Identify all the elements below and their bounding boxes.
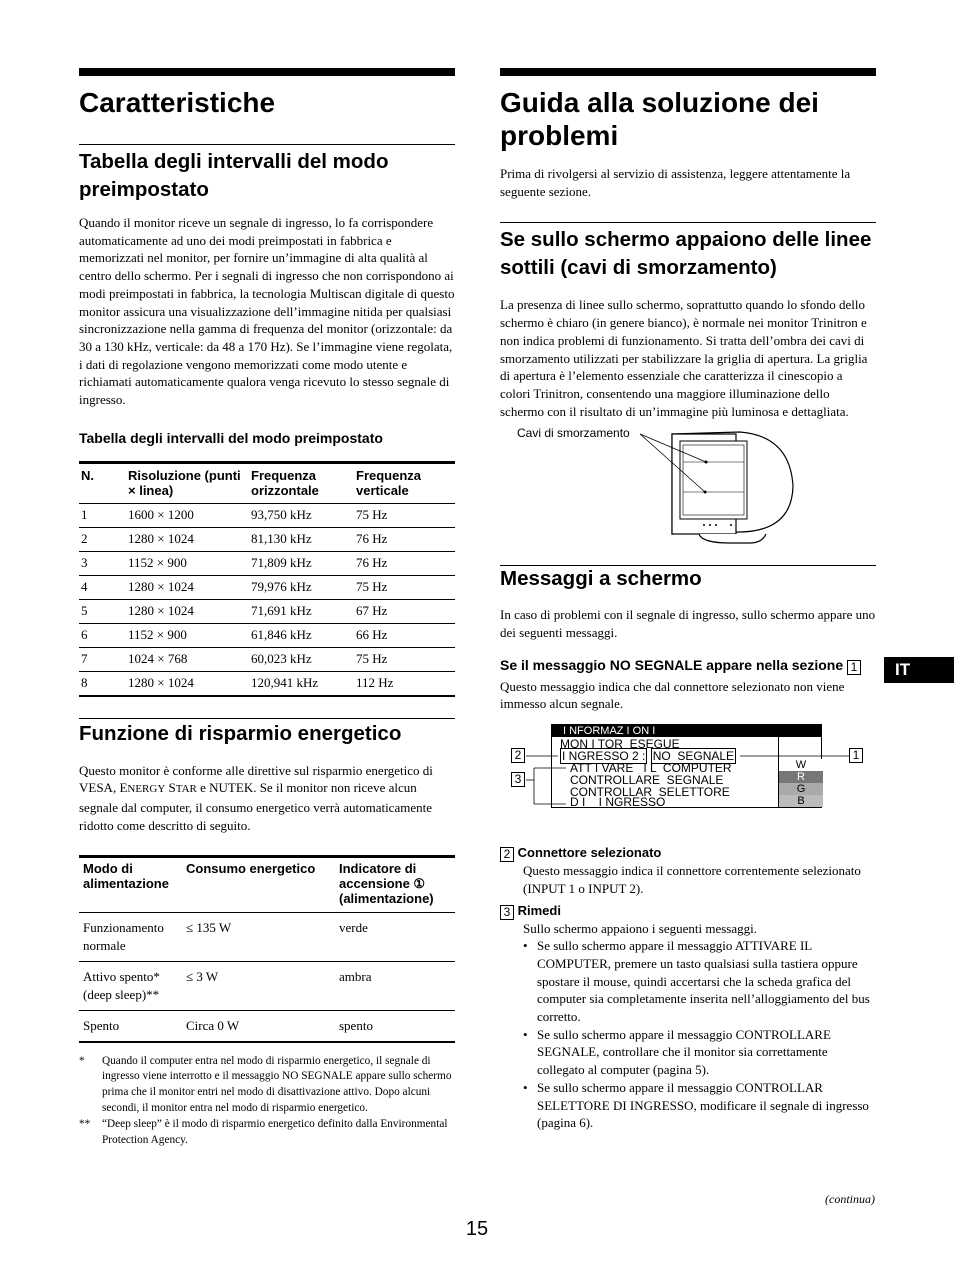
table-cell: 5 bbox=[79, 599, 126, 623]
page-title-caratteristiche: Caratteristiche bbox=[79, 87, 276, 118]
power-modes-table bbox=[79, 855, 455, 1043]
table-cell: 61,846 kHz bbox=[249, 623, 354, 647]
title-bar-rule bbox=[79, 68, 455, 76]
item-number: 3 bbox=[500, 905, 514, 920]
table-cell: verde bbox=[335, 912, 455, 961]
table-cell: 66 Hz bbox=[354, 623, 455, 647]
table-cell: 112 Hz bbox=[354, 671, 455, 696]
table-cell: 2 bbox=[79, 527, 126, 551]
column-header: Indicatore di accensione ① (alimentazione) bbox=[335, 856, 455, 912]
table-cell: 76 Hz bbox=[354, 527, 455, 551]
osd-title-bar: I NFORMAZ I ON I bbox=[552, 725, 821, 737]
heading-damper-wires: Se sullo schermo appaiono delle linee sottili (cavi di smorzamento) bbox=[500, 228, 872, 280]
table-cell: 1152 × 900 bbox=[126, 551, 249, 575]
table-row bbox=[79, 575, 455, 599]
crt-monitor-illustration bbox=[500, 426, 876, 544]
table-cell: 1600 × 1200 bbox=[126, 503, 249, 527]
table-cell: 1280 × 1024 bbox=[126, 575, 249, 599]
heading-energy-saving: Funzione di risparmio energetico bbox=[79, 721, 402, 745]
heading-on-screen-messages: Messaggi a schermo bbox=[500, 567, 702, 591]
item-body: Questo messaggio indica il connettore correntemente selezionato (INPUT 1 o INPUT 2). bbox=[523, 863, 861, 896]
table-cell: Attivo spento* (deep sleep)** bbox=[79, 961, 182, 1010]
osd-color-g: G bbox=[779, 783, 823, 795]
osd-color-w: W bbox=[779, 759, 823, 771]
continued-note: (continua) bbox=[825, 1192, 875, 1206]
preset-table-title: Tabella degli intervalli del modo preimpostato bbox=[79, 429, 383, 446]
damper-wires-body: La presenza di linee sullo schermo, soprattutto quando lo sfondo dello schermo è chiaro (in genere bianco), è normale nei monitor Trinitron e non indica problemi di funzionamento. Si tratta dell’ombra dei cavi di smorzamento utilizzati per stabilizzare la griglia di apertura. La griglia di apertura è l’elemento essenziale che caratterizza il cinescopio a colori Trinitron, consentendo una maggiore illuminazione dello schermo con il risultato di un’immagine più luminosa e dettagliata. bbox=[500, 297, 868, 419]
table-row bbox=[79, 961, 455, 1010]
no-signal-subheading: Se il messaggio NO SEGNALE appare nella sezione 1 bbox=[500, 655, 876, 675]
language-tab: IT bbox=[884, 657, 954, 683]
left-column bbox=[79, 68, 455, 1149]
table-cell: 75 Hz bbox=[354, 503, 455, 527]
section-rule bbox=[79, 718, 455, 719]
monitor-figure bbox=[500, 426, 876, 544]
callout-3: 3 bbox=[511, 772, 525, 787]
table-row bbox=[79, 503, 455, 527]
table-cell: Funzionamento normale bbox=[79, 912, 182, 961]
table-cell: ≤ 135 W bbox=[182, 912, 335, 961]
messages-intro: In caso di problemi con il segnale di ingresso, sullo schermo appare uno dei seguenti messaggi. bbox=[500, 607, 876, 641]
table-cell: 75 Hz bbox=[354, 575, 455, 599]
footnotes bbox=[79, 1054, 455, 1149]
table-row bbox=[79, 599, 455, 623]
preset-body-text: Quando il monitor riceve un segnale di ingresso, lo fa corrispondere automaticamente ad uno dei modi preimpostati in fabbrica e memorizzati nel monitor, per fornire un’immagine di alta qualità al centro dello schermo. Per i segnali di ingresso che non corrispondono ai modi preimpostati in fabbrica, la tecnologia Multiscan digitale di questo monitor assicura una visualizzazione dell’immagine nitida per qualsiasi sincronizzazione nella gamma di frequenza del monitor (orizzontale: da 30 a 130 kHz, verticale: da 48 a 170 Hz). Se l’immagine viene regolata, i dati di regolazione vengono memorizzati come modo utente e richiamati automaticamente qualora venga ricevuto lo stesso segnale di ingresso. bbox=[79, 215, 455, 408]
item-title: Connettore selezionato bbox=[517, 845, 662, 861]
table-cell: 1280 × 1024 bbox=[126, 527, 249, 551]
table-row bbox=[79, 1010, 455, 1042]
osd-line-input-selector: D I I NGRESSO bbox=[570, 795, 666, 810]
table-cell: ambra bbox=[335, 961, 455, 1010]
table-cell: 7 bbox=[79, 647, 126, 671]
table-cell: 1 bbox=[79, 503, 126, 527]
table-cell: 1152 × 900 bbox=[126, 623, 249, 647]
item-number: 2 bbox=[500, 847, 514, 862]
item-remedies bbox=[500, 902, 876, 1132]
footnote: * Quando il computer entra nel modo di risparmio energetico, il segnale di ingresso viene interrotto e il messaggio NO SEGNALE appare sullo schermo prima che il monitor entri nel modo di disattivazione attivo. Dopo alcuni secondi, il monitor entra nel modo di risparmio energetico. bbox=[79, 1054, 452, 1115]
section-rule bbox=[500, 222, 876, 223]
list-item: • Se sullo schermo appare il messaggio ATTIVARE IL COMPUTER, premere un tasto qualsiasi sulla tastiera oppure spostare il mouse, quindi accertarsi che la scheda grafica del computer sia completamente inserita nell’alloggiamento del bus corretto. bbox=[523, 938, 870, 1025]
table-cell: 4 bbox=[79, 575, 126, 599]
table-cell: 93,750 kHz bbox=[249, 503, 354, 527]
table-cell: 60,023 kHz bbox=[249, 647, 354, 671]
osd-line-input: I NGRESSO 2 : NO SEGNALE bbox=[562, 749, 735, 764]
table-row bbox=[79, 912, 455, 961]
troubleshooting-intro: Prima di rivolgersi al servizio di assistenza, leggere attentamente la seguente sezione. bbox=[500, 166, 851, 199]
heading-preset-modes: Tabella degli intervalli del modo preimpostato bbox=[79, 150, 389, 201]
table-cell: 67 Hz bbox=[354, 599, 455, 623]
right-column bbox=[500, 68, 876, 1132]
column-header: N. bbox=[79, 462, 126, 503]
title-bar-rule bbox=[500, 68, 876, 76]
table-cell: Spento bbox=[79, 1010, 182, 1042]
table-cell: 75 Hz bbox=[354, 647, 455, 671]
table-cell: Circa 0 W bbox=[182, 1010, 335, 1042]
column-header: Modo di alimentazione bbox=[79, 856, 182, 912]
table-cell: 1024 × 768 bbox=[126, 647, 249, 671]
section-rule bbox=[79, 144, 455, 145]
list-item: • Se sullo schermo appare il messaggio CONTROLLAR SELETTORE DI INGRESSO, modificare il segnale di ingresso (pagina 6). bbox=[523, 1079, 869, 1131]
table-row bbox=[79, 647, 455, 671]
figure-label-damper-wires: Cavi di smorzamento bbox=[517, 426, 630, 441]
osd-line-activate: ATT I VARE I L COMPUTER bbox=[570, 761, 732, 776]
osd-diagram bbox=[500, 724, 876, 816]
table-row bbox=[79, 551, 455, 575]
callout-1: 1 bbox=[849, 748, 863, 763]
table-cell: spento bbox=[335, 1010, 455, 1042]
table-row bbox=[79, 527, 455, 551]
table-cell: 81,130 kHz bbox=[249, 527, 354, 551]
column-header: Consumo energetico bbox=[182, 856, 335, 912]
osd-callout-lines bbox=[500, 724, 876, 816]
table-cell: ≤ 3 W bbox=[182, 961, 335, 1010]
table-cell: 120,941 kHz bbox=[249, 671, 354, 696]
callout-2: 2 bbox=[511, 748, 525, 763]
table-cell: 8 bbox=[79, 671, 126, 696]
no-signal-body: Questo messaggio indica che dal connettore selezionato non viene immesso alcun segnale. bbox=[500, 678, 845, 712]
table-cell: 76 Hz bbox=[354, 551, 455, 575]
osd-color-r: R bbox=[779, 771, 823, 783]
item-title: Rimedi bbox=[517, 902, 561, 918]
table-cell: 71,691 kHz bbox=[249, 599, 354, 623]
page-number: 15 bbox=[465, 1218, 489, 1240]
table-cell: 79,976 kHz bbox=[249, 575, 354, 599]
column-header: Frequenza verticale bbox=[354, 462, 455, 503]
osd-line-check-signal: CONTROLLARE SEGNALE bbox=[570, 773, 724, 788]
osd-line-check-selector: CONTROLLAR SELETTORE bbox=[570, 785, 730, 800]
osd-color-b: B bbox=[779, 795, 823, 807]
remedies-list bbox=[523, 937, 876, 1132]
table-row bbox=[79, 671, 455, 696]
table-cell: 71,809 kHz bbox=[249, 551, 354, 575]
item-connector bbox=[500, 844, 876, 897]
energy-body-text: Questo monitor è conforme alle direttive sul risparmio energetico di VESA, ENERGY STAR e NUTEK. Se il monitor non riceve alcun segnale dal computer, il consumo energetico verrà automaticamente ridotto come descritto di seguito. bbox=[79, 762, 433, 833]
table-cell: 6 bbox=[79, 623, 126, 647]
column-header: Risoluzione (punti × linea) bbox=[126, 462, 249, 503]
footnote: ** “Deep sleep” è il modo di risparmio energetico definito dalla Environmental Protection Agency. bbox=[79, 1118, 448, 1147]
table-cell: 3 bbox=[79, 551, 126, 575]
table-cell: 1280 × 1024 bbox=[126, 671, 249, 696]
list-item: • Se sullo schermo appare il messaggio CONTROLLARE SEGNALE, controllare che il monitor sia correttamente collegato al computer (pagina 5). bbox=[523, 1026, 831, 1078]
osd-line-monitor: MON I TOR ESEGUE bbox=[560, 737, 680, 752]
preset-modes-table bbox=[79, 461, 455, 697]
table-cell: 1280 × 1024 bbox=[126, 599, 249, 623]
table-row bbox=[79, 623, 455, 647]
column-header: Frequenza orizzontale bbox=[249, 462, 354, 503]
page-title-troubleshooting: Guida alla soluzione dei problemi bbox=[500, 87, 819, 151]
item-body: Sullo schermo appaiono i seguenti messaggi. bbox=[523, 920, 757, 936]
